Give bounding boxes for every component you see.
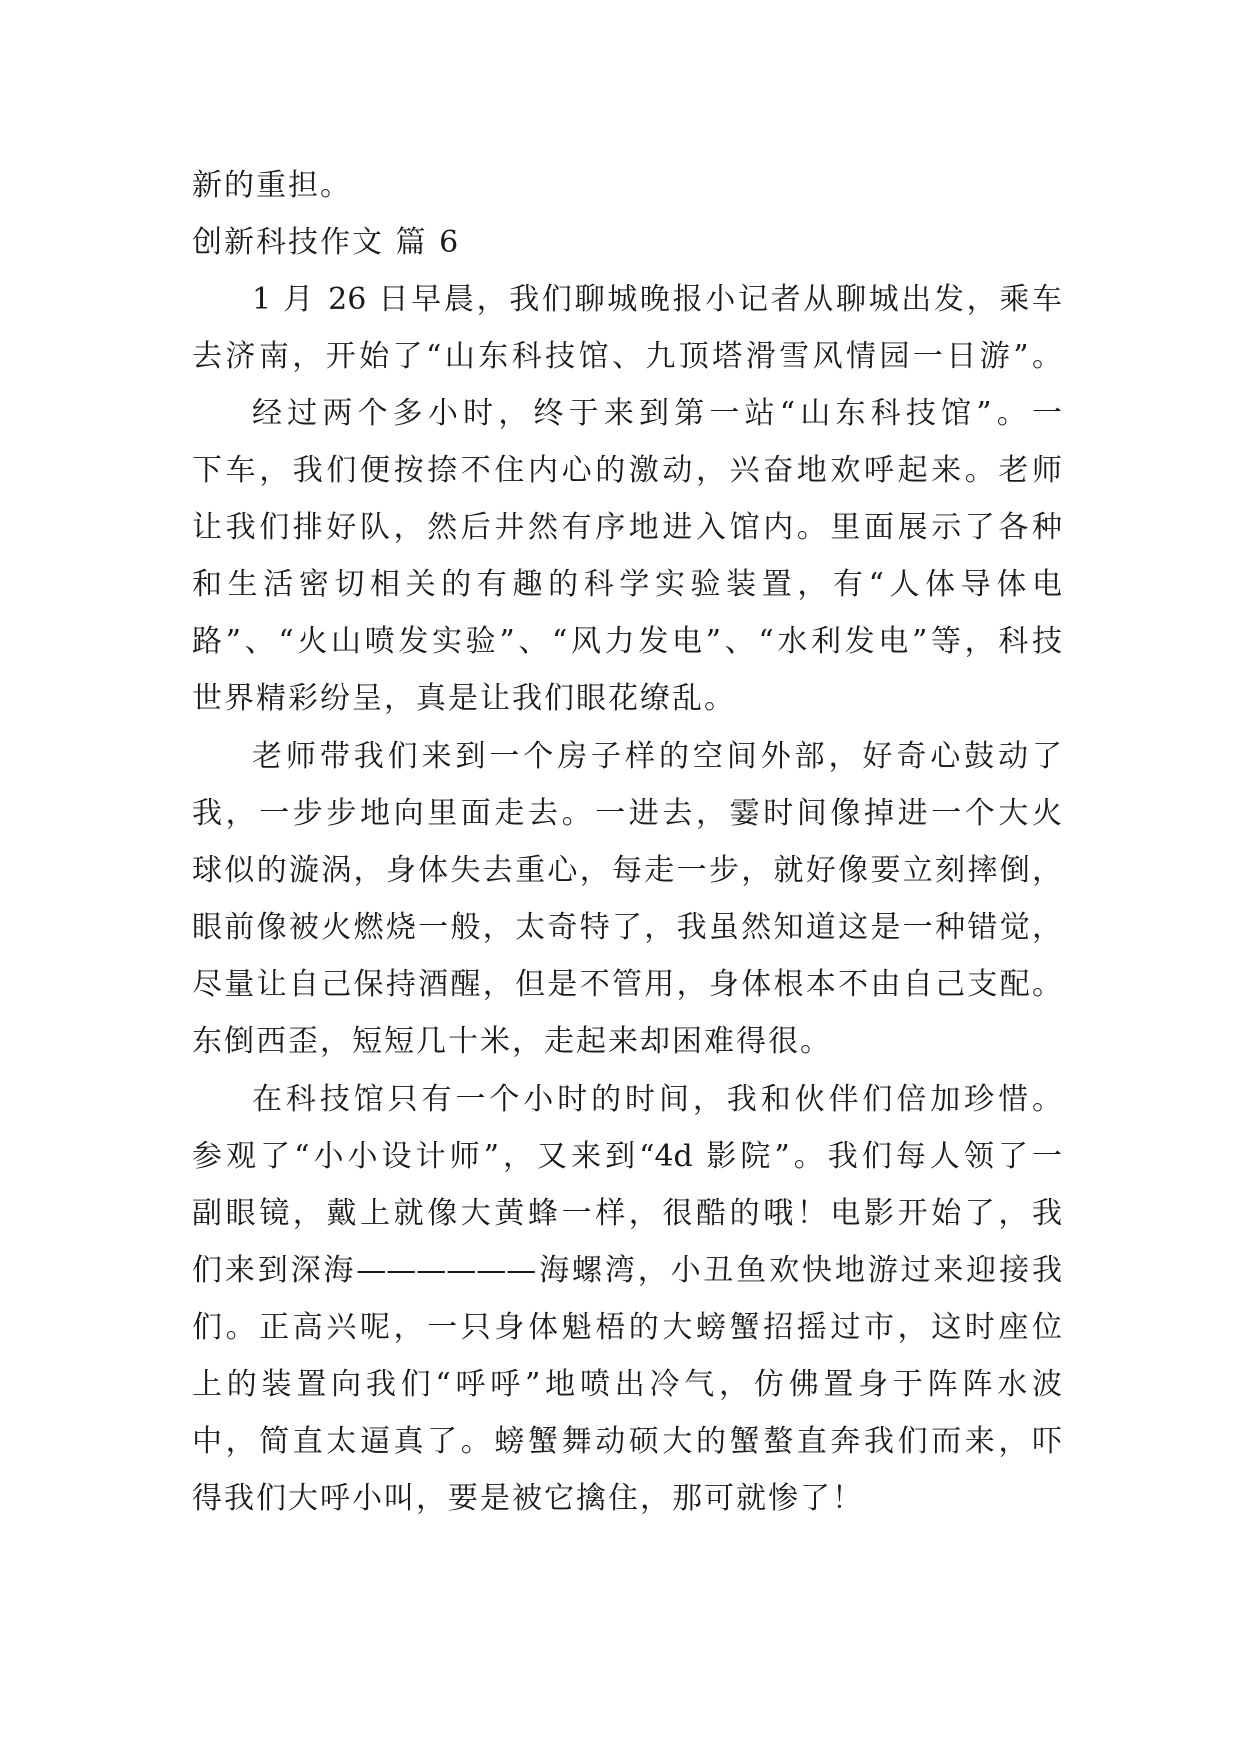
- text-line: 去济南，开始了“山东科技馆、九顶塔滑雪风情园一日游”。: [192, 339, 1062, 374]
- text-line: 东倒西歪，短短几十米，走起来却困难得很。: [192, 1024, 832, 1059]
- section-title: 创新科技作文 篇 6: [192, 225, 461, 260]
- text-line: 们来到深海——————海螺湾，小丑鱼欢快地游过来迎接我: [192, 1253, 1062, 1288]
- text-line: 世界精彩纷呈，真是让我们眼花缭乱。: [192, 681, 736, 716]
- text-line: 让我们排好队，然后井然有序地进入馆内。里面展示了各种: [192, 510, 1062, 545]
- text-line: 中，简直太逼真了。螃蟹舞动硕大的蟹螯直奔我们而来，吓: [192, 1424, 1062, 1459]
- text-line: 球似的漩涡，身体失去重心，每走一步，就好像要立刻摔倒，: [192, 853, 1062, 888]
- text-line: 下车，我们便按捺不住内心的激动，兴奋地欢呼起来。老师: [192, 453, 1062, 488]
- text-line: 新的重担。: [192, 168, 352, 203]
- text-line: 1 月 26 日早晨，我们聊城晚报小记者从聊城出发，乘车: [252, 282, 1062, 317]
- text-line: 参观了“小小设计师”，又来到“4d 影院”。我们每人领了一: [192, 1139, 1062, 1174]
- text-line: 和生活密切相关的有趣的科学实验装置，有“人体导体电: [192, 567, 1062, 602]
- text-line: 我，一步步地向里面走去。一进去，霎时间像掉进一个大火: [192, 796, 1062, 831]
- text-line: 尽量让自己保持酒醒，但是不管用，身体根本不由自己支配。: [192, 967, 1062, 1002]
- text-line: 老师带我们来到一个房子样的空间外部，好奇心鼓动了: [252, 739, 1062, 774]
- text-line: 副眼镜，戴上就像大黄蜂一样，很酷的哦！电影开始了，我: [192, 1196, 1062, 1231]
- text-line: 们。正高兴呢，一只身体魁梧的大螃蟹招摇过市，这时座位: [192, 1310, 1062, 1345]
- text-line: 经过两个多小时，终于来到第一站“山东科技馆”。一: [252, 396, 1062, 431]
- text-line: 眼前像被火燃烧一般，太奇特了，我虽然知道这是一种错觉，: [192, 910, 1062, 945]
- text-line: 在科技馆只有一个小时的时间，我和伙伴们倍加珍惜。: [252, 1082, 1062, 1117]
- text-line: 得我们大呼小叫，要是被它擒住，那可就惨了！: [192, 1481, 864, 1516]
- text-line: 上的装置向我们“呼呼”地喷出冷气，仿佛置身于阵阵水波: [192, 1367, 1062, 1402]
- text-line: 路”、“火山喷发实验”、“风力发电”、“水利发电”等，科技: [192, 624, 1062, 659]
